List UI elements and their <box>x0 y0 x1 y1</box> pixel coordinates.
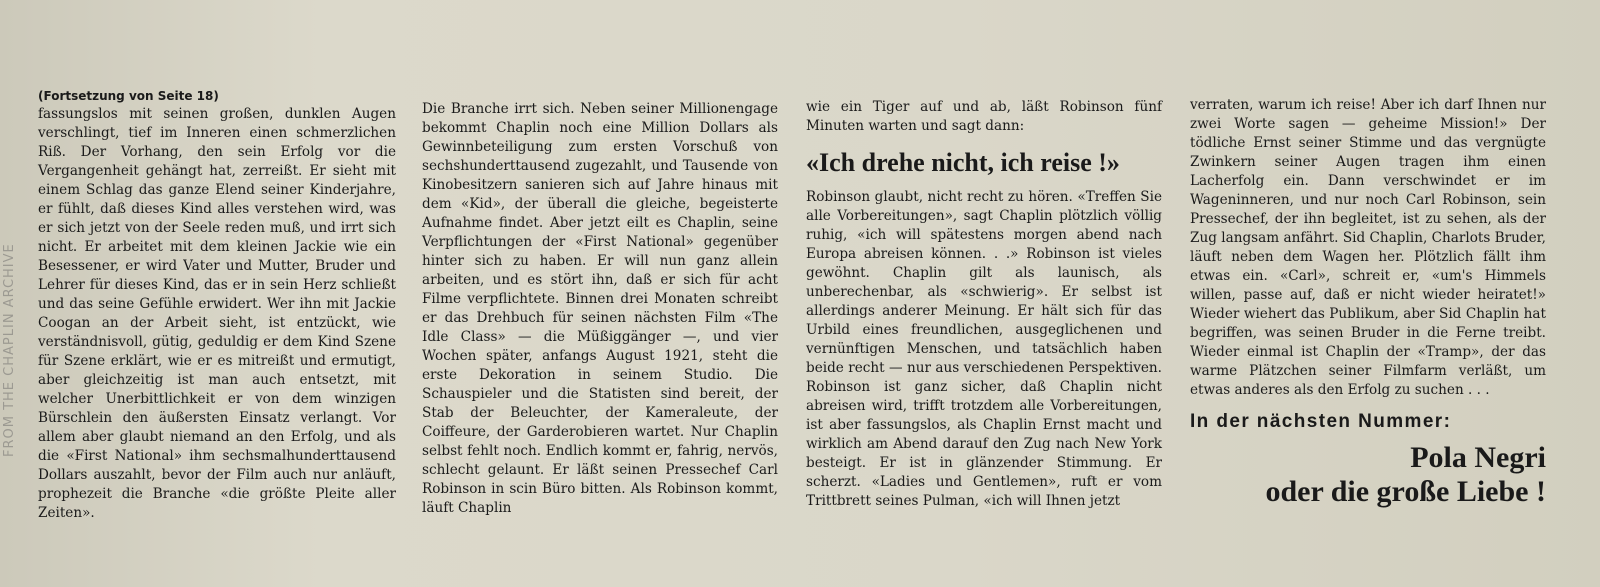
next-issue-title-line-2: oder die große Liebe ! <box>1265 475 1546 508</box>
column-4 <box>1190 96 1546 509</box>
archive-stamp: FROM THE CHAPLIN ARCHIVE <box>2 243 17 457</box>
column-1-text: fassungslos mit seinen großen, dunklen Augen verschlingt, tief im Inneren einen schmerzlichen Riß. Der Vorhang, den sein Erfolg vor die Vergangenheit gehängt hat, zerreißt. Er sieht mit einem Schlag das ganze Elend seiner Kinderjahre, er fühlt, daß dieses Kind alles verstehen wird, was er sich jetzt von der Seele reden muß, und irrt sich nicht. Er arbeitet mit dem kleinen Jackie wie ein Besessener, er wird Vater und Mutter, Bruder und Lehrer für dieses Kind, das er in sein Herz schließt und das seine Gefühle erwidert. Wer ihn mit Jackie Coogan an der Arbeit sieht, ist entzückt, wie verständnisvoll, gütig, geduldig er dem Kind Szene für Szene erklärt, wie er es mitreißt und ermutigt, aber gleichzeitig ist man auch entsetzt, mit welcher Unerbittlichkeit er von dem winzigen Bürschlein den äußersten Einsatz verlangt. Vor allem aber glaubt niemand an den Erfolg, und als die «First National» ihm sechsmalhunderttausend Dollars auszahlt, bevor der Film auch nur anläuft, prophezeit die Branche «die größte Pleite aller Zeiten». <box>38 106 396 521</box>
next-issue-label: In der nächsten Nummer: <box>1190 411 1452 432</box>
section-headline: «Ich drehe nicht, ich reise !» <box>806 148 1120 177</box>
column-3 <box>806 98 1162 511</box>
next-issue-title-line-1: Pola Negri <box>1410 441 1546 474</box>
column-4-text: verraten, warum ich reise! Aber ich darf Ihnen nur zwei Worte sagen — geheime Mission!» Der tödliche Ernst seiner Stimme und das vergnügte Zwinkern seiner Augen tragen ihm einen Lacherfolg ein. Dann verschwindet er im Wageninneren, und nur noch Carl Robinson, sein Pressechef, der ihn begleitet, ist zu sehen, als der Zug langsam anfährt. Sid Chaplin, Charlots Bruder, läuft neben dem Wagen her. Plötzlich fällt ihm etwas ein. «Carl», schreit er, «um's Himmels willen, passe auf, daß er nicht wieder heiratet!» Wieder wiehert das Publikum, aber Sid Chaplin hat begriffen, was seinen Bruder in die Ferne treibt. Wieder einmal ist Chaplin der «Tramp», der das warme Plätzchen seiner Filmfarm verläßt, um etwas anderes als den Erfolg zu suchen . . . <box>1190 97 1546 398</box>
column-3-intro: wie ein Tiger auf und ab, läßt Robinson fünf Minuten warten und sagt dann: <box>806 99 1162 134</box>
continuation-note: (Fortsetzung von Seite 18) <box>38 89 219 103</box>
column-2-text: Die Branche irrt sich. Neben seiner Millionengage bekommt Chaplin noch eine Million Dollars als Gewinnbeteiligung zum ersten Vorschuß von sechshunderttausend zugezahlt, und Tausende von Kinobesitzern sanieren sich auf Jahre hinaus mit dem «Kid», der überall die gleiche, begeisterte Aufnahme findet. Aber jetzt eilt es Chaplin, seine Verpflichtungen der «First National» gegenüber hinter sich zu haben. Er will nun ganz allein arbeiten, und es stört ihn, daß er sich für acht Filme verpflichtete. Binnen drei Monaten schreibt er das Drehbuch für seinen nächsten Film «The Idle Class» — die Müßiggänger —, und vier Wochen später, anfangs August 1921, steht die erste Dekoration in seinem Studio. Die Schauspieler und die Statisten sind bereit, der Stab der Beleuchter, der Kameraleute, der Coiffeure, der Garderobieren wartet. Nur Chaplin selbst fehlt noch. Endlich kommt er, fahrig, nervös, schlecht gelaunt. Er läßt seinen Pressechef Carl Robinson in scin Büro bitten. Als Robinson kommt, läuft Chaplin <box>422 101 778 516</box>
column-1 <box>38 88 396 523</box>
column-2 <box>422 100 778 518</box>
column-3-text: Robinson glaubt, nicht recht zu hören. «Treffen Sie alle Vorbereitungen», sagt Chaplin plötzlich völlig ruhig, «ich will spätestens morgen abend nach Europa abreisen können. . .» Robinson ist vieles gewöhnt. Chaplin gilt als launisch, als unberechenbar, als «schwierig». Er selbst ist allerdings anderer Meinung. Er hält sich für das Urbild eines freundlichen, ausgeglichenen und vernünftigen Menschen, und tatsächlich haben beide recht — nur aus verschiedenen Perspektiven. Robinson ist ganz sicher, daß Chaplin nicht abreisen wird, trifft trotzdem alle Vorbereitungen, ist aber fassungslos, als Chaplin Ernst macht und wirklich am Abend darauf den Zug nach New York besteigt. Er ist in glänzender Stimmung. Er scherzt. «Ladies und Gentlemen», ruft er vom Trittbrett seines Pulman, «ich will Ihnen jetzt <box>806 189 1162 509</box>
next-issue-title <box>1190 441 1546 509</box>
